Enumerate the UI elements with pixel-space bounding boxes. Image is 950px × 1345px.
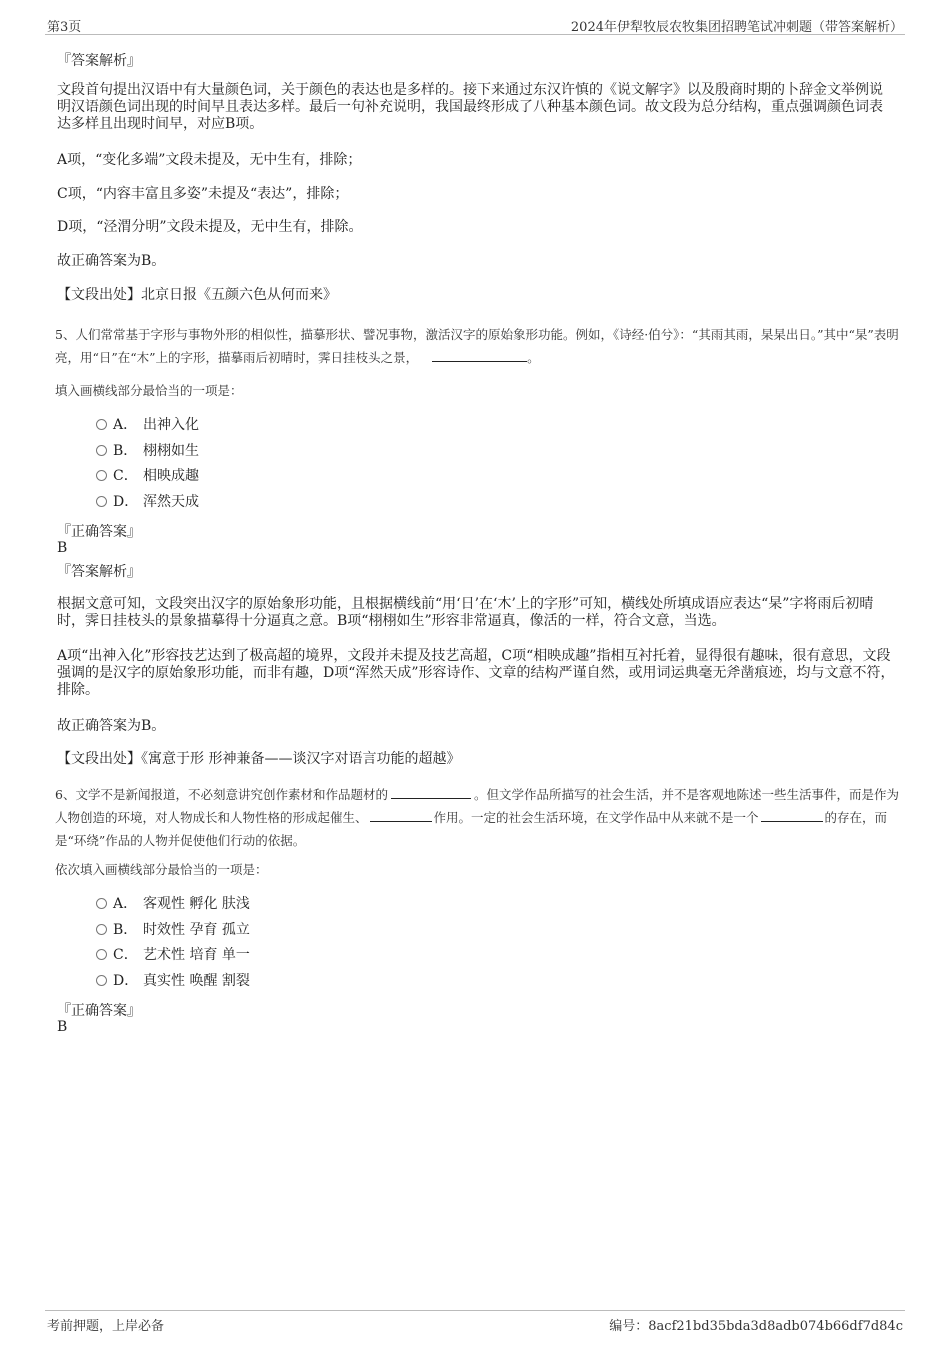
q5-answer-label: 『正确答案』 xyxy=(57,524,141,540)
q6-option-a[interactable]: A． 客观性 孵化 肤浅 xyxy=(96,894,250,914)
radio-icon[interactable] xyxy=(96,470,107,481)
q5-analysis-paragraph-1: 根据文意可知，文段突出汉字的原始象形功能，且根据横线前“用‘日’在‘木’上的字形”可知，横线处所填成语应表达“杲”字将雨后初晴时，霁日挂枝头的景象描摹得十分逼真之意。B项“栩栩如生”形容非常逼真，像活的一样，符合文意，当选。 xyxy=(57,596,874,629)
prev-analysis-label: 『答案解析』 xyxy=(57,53,141,69)
q5-analysis-label: 『答案解析』 xyxy=(57,564,141,580)
radio-icon[interactable] xyxy=(96,975,107,986)
q5-option-a[interactable]: A． 出神入化 xyxy=(96,415,199,435)
q5-option-c[interactable]: C． 相映成趣 xyxy=(96,466,199,486)
q6-blank-3 xyxy=(761,808,823,822)
q5-conclusion: 故正确答案为B。 xyxy=(57,718,166,734)
footer-slogan: 考前押题，上岸必备 xyxy=(47,1319,165,1334)
radio-icon[interactable] xyxy=(96,445,107,456)
q5-blank xyxy=(432,348,527,362)
q6-answer-label: 『正确答案』 xyxy=(57,1003,141,1019)
radio-icon[interactable] xyxy=(96,924,107,935)
q5-stem-end: 。 xyxy=(527,350,540,365)
document-title: 2024年伊犁牧辰农牧集团招聘笔试冲刺题（带答案解析） xyxy=(570,20,903,35)
q5-source: 【文段出处】《寓意于形 形神兼备——谈汉字对语言功能的超越》 xyxy=(57,751,461,767)
q6-option-d[interactable]: D． 真实性 唤醒 割裂 xyxy=(96,971,250,991)
footer-serial: 编号：8acf21bd35bda3d8adb074b66df7d84c xyxy=(609,1319,903,1334)
q5-option-b[interactable]: B． 栩栩如生 xyxy=(96,441,199,461)
q5-prompt: 填入画横线部分最恰当的一项是： xyxy=(55,383,243,398)
prev-option-a-analysis: A项，“变化多端”文段未提及，无中生有，排除； xyxy=(57,152,362,168)
q5-answer: B xyxy=(57,540,68,556)
q6-answer: B xyxy=(57,1019,68,1035)
page-number: 第3页 xyxy=(47,20,82,35)
q6-prompt: 依次填入画横线部分最恰当的一项是： xyxy=(55,862,268,877)
q5-stem-text: 5、人们常常基于字形与事物外形的相似性，描摹形状、譬况事物，激活汉字的原始象形功能。例如，《诗经·伯兮》：“其雨其雨，杲杲出日。”其中“杲”表明亮，用“日”在“木”上的字形，描摹雨后初晴时，霁日挂枝头之景， xyxy=(55,327,899,365)
q6-stem: 6、文学不是新闻报道，不必刻意讲究创作素材和作品题材的 。但文学作品所描写的社会生活，并不是客观地陈述一些生活事件，而是作为人物创造的环境，对人物成长和人物性格的形成起催生、 作用。一定的社会生活环境，在文学作品中从来就不是一个 的存在，而是“环绕”作品的人物并促使他们行动的依据。 xyxy=(55,787,899,848)
prev-option-c-analysis: C项，“内容丰富且多姿”未提及“表达”，排除； xyxy=(57,186,349,202)
prev-conclusion: 故正确答案为B。 xyxy=(57,253,166,269)
q5-option-d[interactable]: D． 浑然天成 xyxy=(96,492,199,512)
q6-option-c[interactable]: C． 艺术性 培育 单一 xyxy=(96,945,250,965)
radio-icon[interactable] xyxy=(96,419,107,430)
radio-icon[interactable] xyxy=(96,949,107,960)
q6-blank-1 xyxy=(391,785,471,799)
prev-option-d-analysis: D项，“泾渭分明”文段未提及，无中生有，排除。 xyxy=(57,219,363,235)
q6-option-b[interactable]: B． 时效性 孕育 孤立 xyxy=(96,920,250,940)
radio-icon[interactable] xyxy=(96,898,107,909)
q6-blank-2 xyxy=(370,808,432,822)
q5-stem xyxy=(55,323,900,369)
page-header xyxy=(45,14,905,35)
page-footer xyxy=(45,1310,905,1334)
prev-analysis-paragraph: 文段首句提出汉语中有大量颜色词，关于颜色的表达也是多样的。接下来通过东汉许慎的《说文解字》以及殷商时期的卜辞金文举例说明汉语颜色词出现的时间早且表达多样。最后一句补充说明，我国最终形成了八种基本颜色词。故文段为总分结构，重点强调颜色词表达多样且出现时间早，对应B项。 xyxy=(57,82,883,132)
q5-analysis-paragraph-2: A项“出神入化”形容技艺达到了极高超的境界，文段并未提及技艺高超，C项“相映成趣”指相互衬托着，显得很有趣味，很有意思，文段强调的是汉字的原始象形功能，而非有趣，D项“浑然天成”形容诗作、文章的结构严谨自然，或用词运典毫无斧凿痕迹，均与文意不符，排除。 xyxy=(57,648,895,698)
prev-source: 【文段出处】北京日报《五颜六色从何而来》 xyxy=(57,287,337,303)
radio-icon[interactable] xyxy=(96,496,107,507)
